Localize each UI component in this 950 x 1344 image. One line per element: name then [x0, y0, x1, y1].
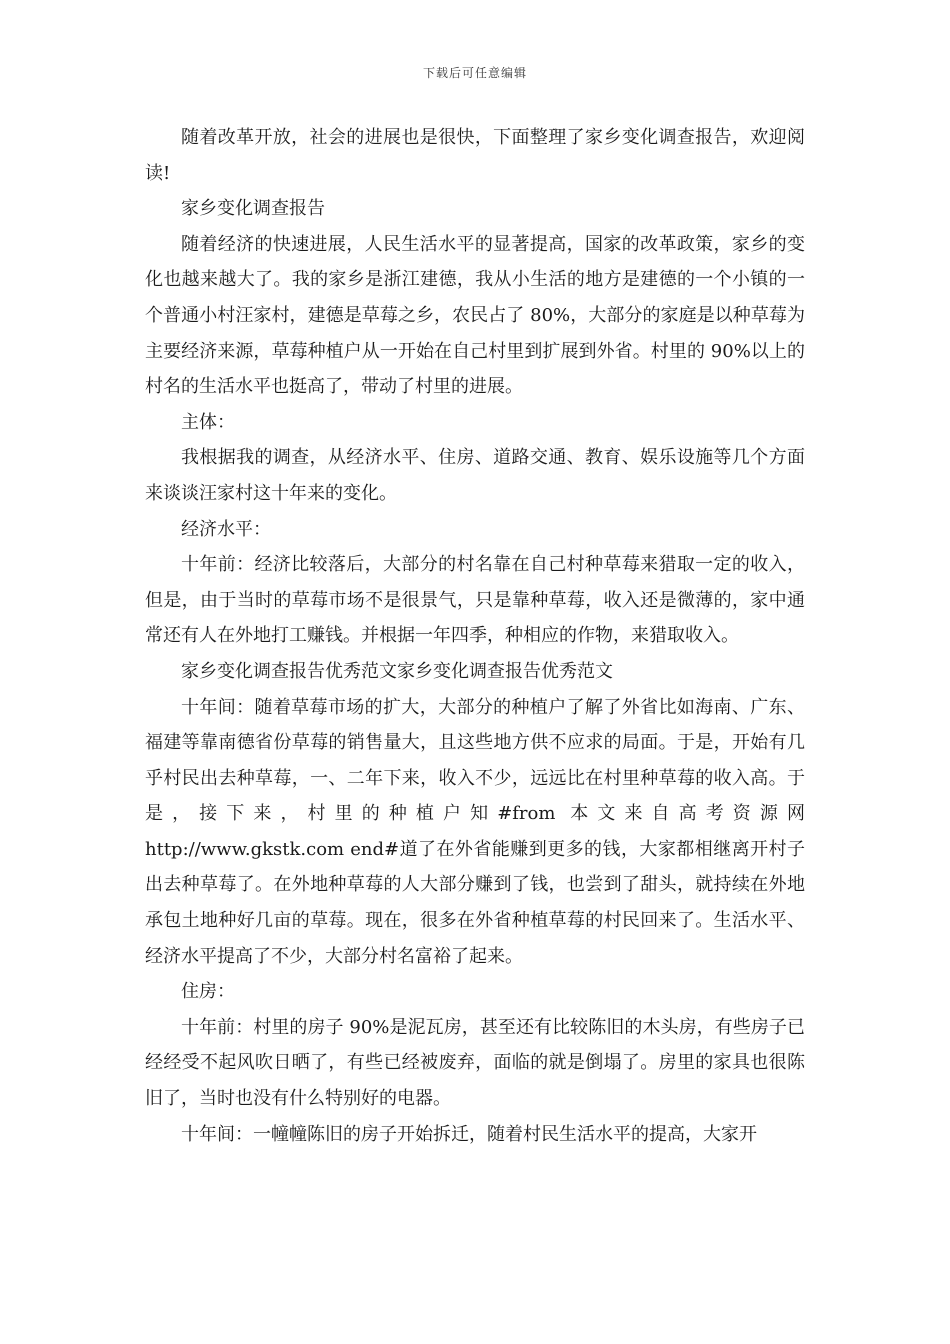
- section-heading-main: 主体：: [181, 411, 235, 433]
- economy-during-paragraph: 十年间：随着草莓市场的扩大，大部分的种植户了解了外省比如海南、广东、福建等靠南德省份草莓的销售量大，且这些地方供不应求的局面。于是，开始有几乎村民出去种草莓，一、二年下来，收入不少，远远比在村里种草莓的收入高。于是，接下来，村里的种植户知#from 本文来自高考资源网 http://www.gkstk.com end#道了在外省能赚到更多的钱，大家都相继离开村子出去种草莓了。在外地种草莓的人大部分赚到了钱，也尝到了甜头，就持续在外地承包土地种好几亩的草莓。现在，很多在外省种植草莓的村民回来了。生活水平、经济水平提高了不少，大部分村名富裕了起来。: [145, 696, 805, 967]
- section-heading-sample: 家乡变化调查报告优秀范文家乡变化调查报告优秀范文: [181, 660, 613, 682]
- document-body: [145, 120, 805, 1152]
- report-title: 家乡变化调查报告: [181, 198, 325, 220]
- economy-before-paragraph: 十年前：经济比较落后，大部分的村名靠在自己村种草莓来猎取一定的收入，但是，由于当时的草莓市场不是很景气，只是靠种草莓，收入还是微薄的，家中通常还有人在外地打工赚钱。并根据一年四季，种相应的作物，来猎取收入。: [145, 554, 805, 647]
- page-header: 下载后可任意编辑: [422, 66, 527, 80]
- background-paragraph: 随着经济的快速进展，人民生活水平的显著提高，国家的改革政策，家乡的变化也越来越大了。我的家乡是浙江建德，我从小生活的地方是建德的一个小镇的一个普通小村汪家村，建德是草莓之乡，农民占了 80%，大部分的家庭是以种草莓为主要经济来源，草莓种植户从一开始在自己村里到扩展到外省。村里的 90%以上的村名的生活水平也挺高了，带动了村里的进展。: [145, 233, 805, 398]
- section-heading-housing: 住房：: [181, 981, 235, 1003]
- section-heading-economy: 经济水平：: [181, 518, 271, 540]
- intro-paragraph: 随着改革开放，社会的进展也是很快，下面整理了家乡变化调查报告，欢迎阅读!: [145, 127, 805, 184]
- main-intro-paragraph: 我根据我的调查，从经济水平、住房、道路交通、教育、娱乐设施等几个方面来谈谈汪家村这十年来的变化。: [145, 447, 805, 504]
- housing-during-paragraph: 十年间：一幢幢陈旧的房子开始拆迁，随着村民生活水平的提高，大家开: [181, 1123, 757, 1145]
- housing-before-paragraph: 十年前：村里的房子 90%是泥瓦房，甚至还有比较陈旧的木头房，有些房子已经经受不起风吹日晒了，有些已经被废弃，面临的就是倒塌了。房里的家具也很陈旧了，当时也没有什么特别好的电器。: [145, 1016, 805, 1110]
